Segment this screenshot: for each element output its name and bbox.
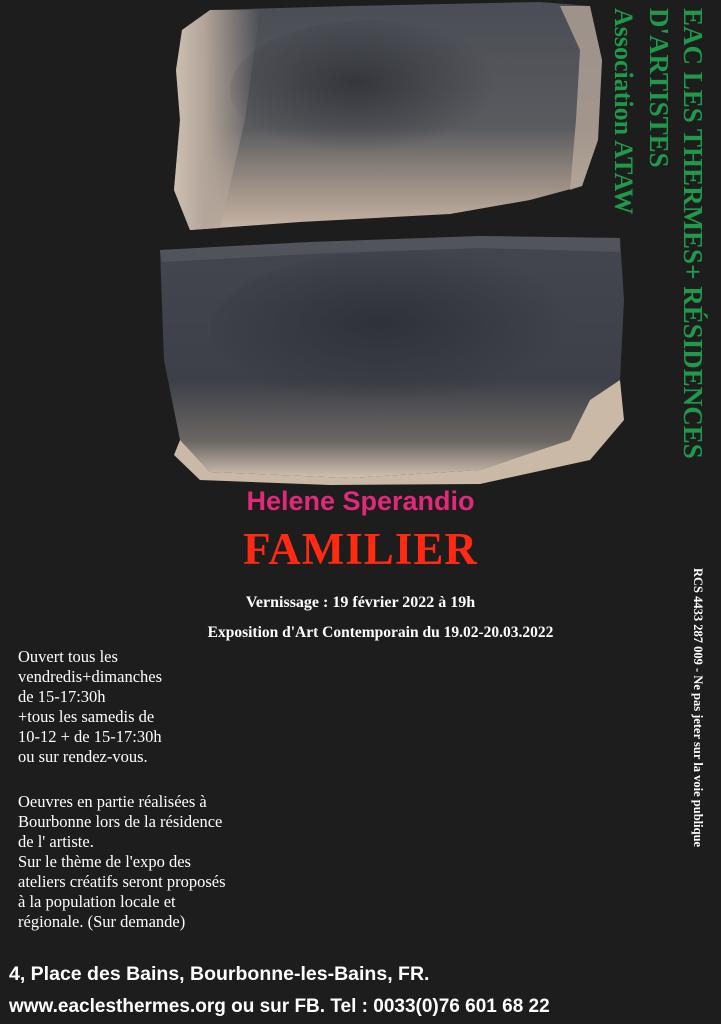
organization-title: EAC LES THERMES+ RÉSIDENCES [678, 8, 708, 459]
exhibition-dates: Exposition d'Art Contemporain du 19.02-20.03.2022 [207, 624, 554, 641]
hours-line: ou sur rendez-vous. [18, 747, 148, 766]
stone-blocks-picture [150, 0, 630, 485]
artist-name: Helene Sperandio [246, 486, 475, 516]
description-line: à la population locale et [18, 892, 176, 911]
description-line: Sur le thème de l'expo des [18, 852, 191, 871]
exhibition-title: FAMILIER [243, 524, 478, 574]
hours-line: vendredis+dimanches [18, 667, 163, 686]
association-name: Association ATAW [609, 8, 638, 215]
description-line: régionale. (Sur demande) [18, 912, 186, 931]
contact-info: www.eaclesthermes.org ou sur FB. Tel : 0033(0)76 601 68 22 [9, 996, 550, 1017]
description-line: de l' artiste. [18, 832, 94, 851]
description-line: ateliers créatifs seront proposés [18, 872, 226, 891]
description-line: Oeuvres en partie réalisées à [18, 792, 207, 811]
opening-hours [18, 647, 162, 767]
hours-line: Ouvert tous les [18, 647, 118, 666]
hours-line: de 15-17:30h [18, 687, 106, 706]
vernissage-date: Vernissage : 19 février 2022 à 19h [245, 594, 476, 611]
venue-address: 4, Place des Bains, Bourbonne-les-Bains, FR. [9, 963, 430, 985]
exhibition-description [18, 792, 226, 932]
hours-line: 10-12 + de 15-17:30h [18, 727, 162, 746]
description-line: Bourbonne lors de la résidence [18, 812, 223, 831]
hours-line: +tous les samedis de [18, 707, 155, 726]
organization-subtitle: D'ARTISTES [644, 8, 674, 168]
legal-notice: RCS 4433 287 009 - Ne pas jeter sur la voie publique [691, 568, 705, 848]
artwork-image [150, 0, 630, 485]
